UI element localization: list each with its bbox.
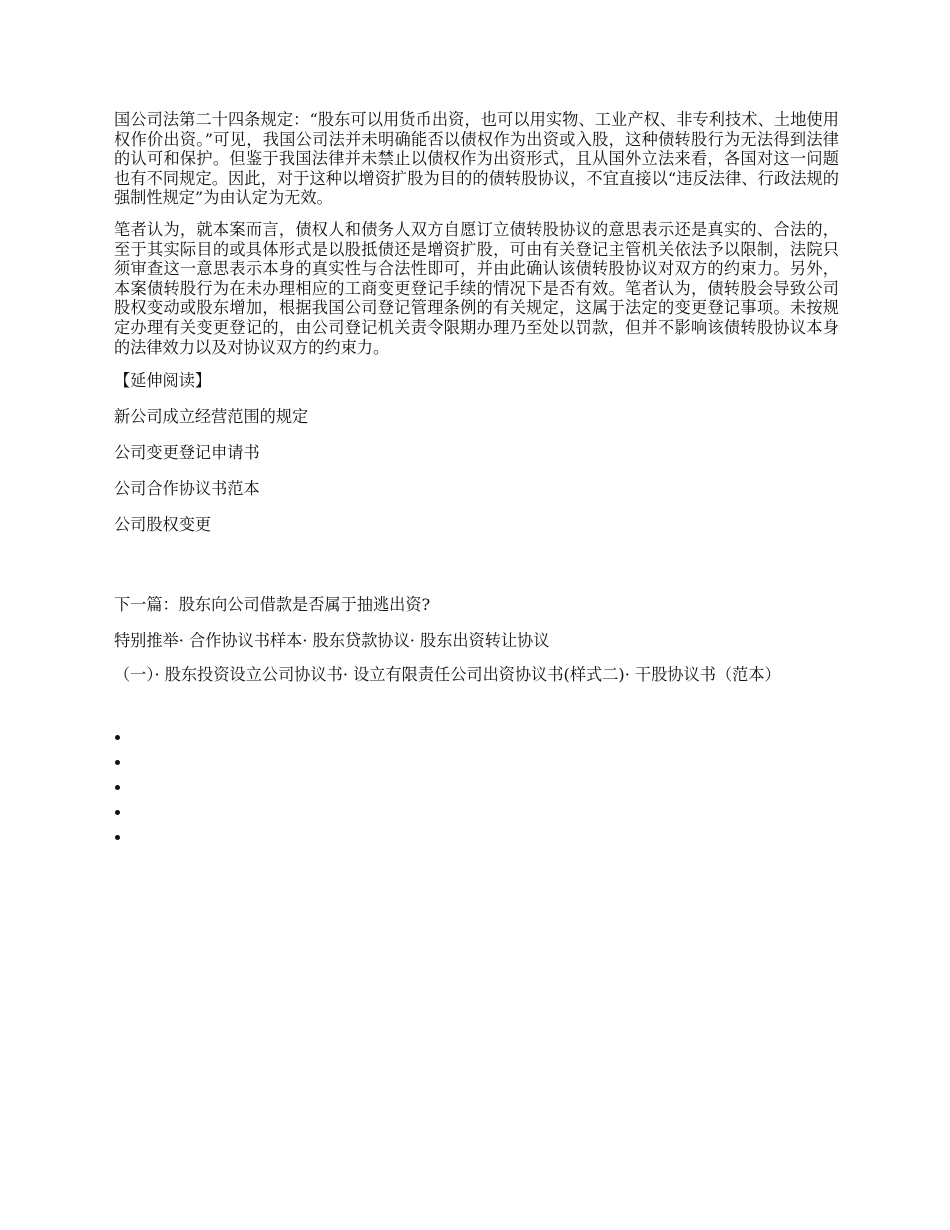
article-body bbox=[114, 110, 839, 850]
extended-reading-link-3[interactable]: 公司合作协议书范本 bbox=[114, 479, 260, 499]
article-paragraph-1: 国公司法第二十四条规定：“股东可以用货币出资，也可以用实物、工业产权、非专利技术、土地使用权作价出资。”可见，我国公司法并未明确能否以债权作为出资或入股，这种债转股行为无法得到法律的认可和保护。但鉴于我国法律并未禁止以债权作为出资形式，且从国外立法来看，各国对这一问题也有不同规定。因此，对于这种以增资扩股为目的的债转股协议，不宜直接以“违反法律、行政法规的强制性规定”为由认定为无效。 bbox=[114, 110, 839, 208]
bullet-item bbox=[132, 725, 839, 750]
recommend-line-1[interactable]: 特别推举· 合作协议书样本· 股东贷款协议· 股东出资转让协议 bbox=[114, 631, 550, 651]
extended-reading-link-2[interactable]: 公司变更登记申请书 bbox=[114, 443, 260, 463]
extended-reading-link-4[interactable]: 公司股权变更 bbox=[114, 515, 212, 535]
extended-reading-link-1[interactable]: 新公司成立经营范围的规定 bbox=[114, 407, 309, 427]
extended-reading-heading: 【延伸阅读】 bbox=[114, 371, 212, 391]
bullet-item bbox=[132, 825, 839, 850]
article-paragraph-2: 笔者认为，就本案而言，债权人和债务人双方自愿订立债转股协议的意思表示还是真实的、合法的，至于其实际目的或具体形式是以股抵债还是增资扩股，可由有关登记主管机关依法予以限制，法院只须审查这一意思表示本身的真实性与合法性即可，并由此确认该债转股协议对双方的约束力。另外，本案债转股行为在未办理相应的工商变更登记手续的情况下是否有效。笔者认为，债转股会导致公司股权变动或股东增加，根据我国公司登记管理条例的有关规定，这属于法定的变更登记事项。未按规定办理有关变更登记的，由公司登记机关责令限期办理乃至处以罚款，但并不影响该债转股协议本身的法律效力以及对协议双方的约束力。 bbox=[114, 219, 839, 357]
next-article-link[interactable]: 下一篇：股东向公司借款是否属于抽逃出资? bbox=[114, 595, 431, 615]
bullet-item bbox=[132, 775, 839, 800]
spacer bbox=[114, 551, 839, 595]
bullet-item bbox=[132, 750, 839, 775]
recommend-line-2[interactable]: （一）· 股东投资设立公司协议书· 设立有限责任公司出资协议书(样式二)· 干股协议书（范本） bbox=[114, 665, 781, 685]
bullet-list bbox=[114, 725, 839, 850]
bullet-item bbox=[132, 800, 839, 825]
